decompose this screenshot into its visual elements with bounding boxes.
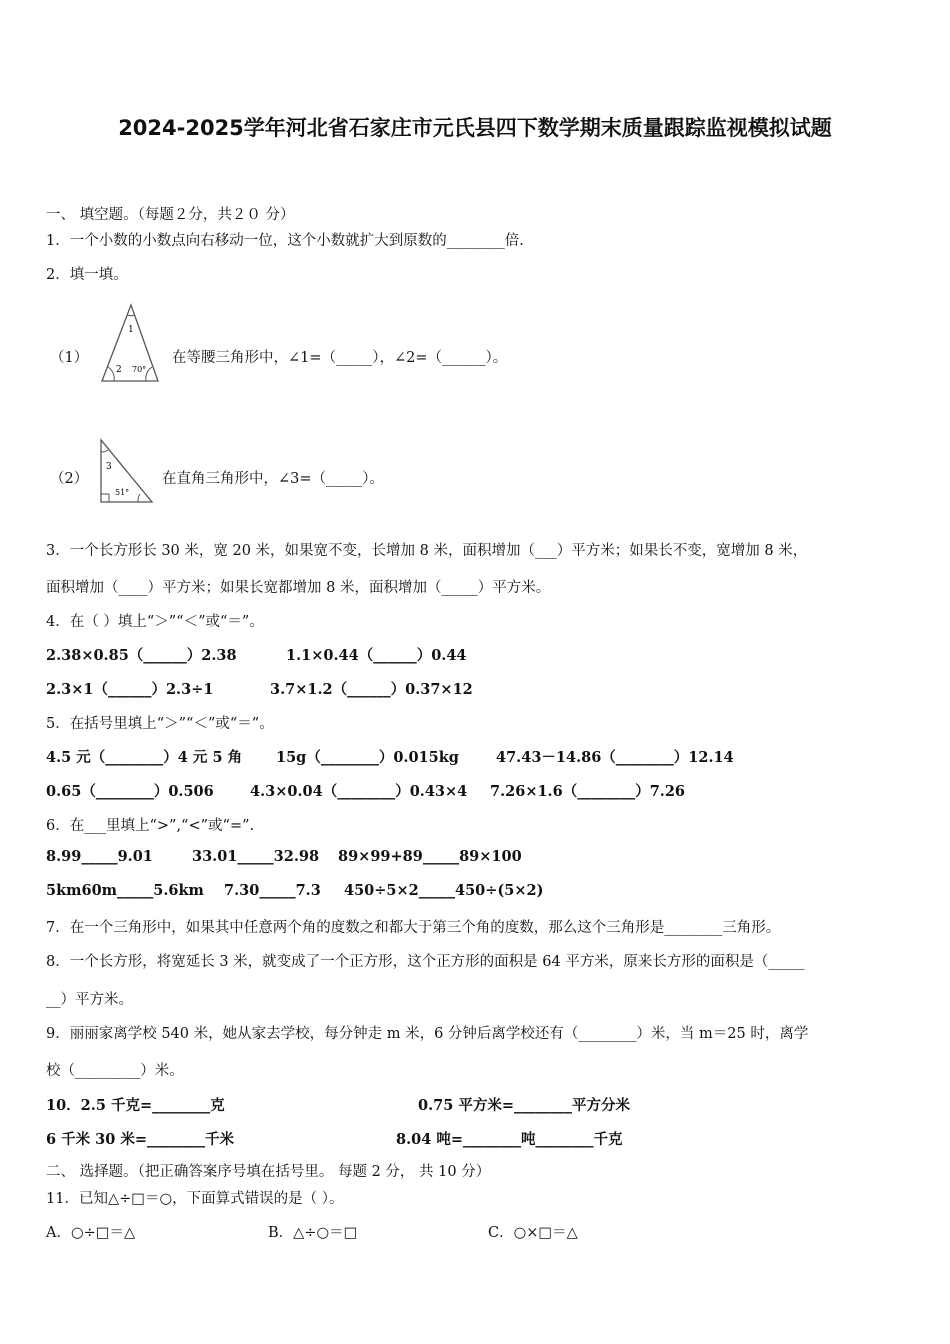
section2-heading: 二、 选择题。（把正确答案序号填在括号里。 每题 2 分， 共 10 分） [46,1164,491,1180]
question-3-line1: 3．一个长方形长 30 米，宽 20 米，如果宽不变，长增加 8 米，面积增加（___）平方米；如果长不变，宽增加 8 米， [46,543,808,559]
angle3-arc [101,450,108,452]
question-4-stem: 4．在（ ）填上“＞”“＜”或“＝”。 [46,614,264,630]
question-4-item: 2.3×1（______）2.3÷1 [46,681,214,698]
question-2-stem: 2．填一填。 [46,267,128,283]
question-2-part2-label: （2） [50,471,89,487]
question-5-item: 0.65（________）0.506 [46,783,214,800]
question-7: 7．在一个三角形中，如果其中任意两个角的度数之和都大于第三个角的度数，那么这个三角形是________三角形。 [46,920,781,936]
question-6-item: 7.30_____7.3 [224,882,321,899]
question-3-line2: 面积增加（____）平方米；如果长宽都增加 8 米，面积增加（_____）平方米。 [46,580,551,596]
question-6-stem: 6．在___里填上“>”,“<”或“=”. [46,818,255,834]
question-11-option-b: B．△÷○＝□ [268,1225,358,1241]
question-10-item: 6 千米 30 米=________千米 [46,1131,235,1148]
right-angle-mark [101,494,109,502]
question-4-item: 2.38×0.85（______）2.38 [46,647,237,664]
page-title: 2024-2025学年河北省石家庄市元氏县四下数学期末质量跟踪监视模拟试题 [118,116,832,140]
question-5-stem: 5．在括号里填上“＞”“＜”或“＝”。 [46,716,274,732]
question-8-line1: 8．一个长方形，将宽延长 3 米，就变成了一个正方形，这个正方形的面积是 64 平方米，原来长方形的面积是（_____ [46,954,805,970]
angle2-arc [108,367,114,381]
isosceles-triangle-figure [98,302,162,384]
question-9-line1: 9．丽丽家离学校 540 米，她从家去学校，每分钟走 m 米，6 分钟后离学校还有（________）米，当 m＝25 时，离学 [46,1026,809,1042]
angle-70-label: 70° [132,365,147,374]
question-4-item: 1.1×0.44（______）0.44 [286,647,467,664]
question-6-item: 5km60m_____5.6km [46,882,204,899]
question-5-item: 7.26×1.6（________）7.26 [490,783,686,800]
base-angle-arc [146,367,152,381]
angle3-label: 3 [106,462,112,472]
angle2-label: 2 [116,365,122,375]
question-2-part1-text: 在等腰三角形中，∠1=（_____），∠2=（______）。 [172,350,508,366]
question-6-item: 89×99+89_____89×100 [338,848,522,865]
angle-51-label: 51° [115,488,130,497]
question-10-item: 0.75 平方米=________平方分米 [418,1097,631,1114]
question-5-item: 4.5 元（________）4 元 5 角 [46,749,243,766]
angle-51-arc [138,494,140,502]
angle1-label: 1 [128,325,134,335]
question-1: 1．一个小数的小数点向右移动一位，这个小数就扩大到原数的________倍. [46,233,524,249]
question-2-part1-label: （1） [50,350,89,366]
question-10-item: 10．2.5 千克=________克 [46,1097,225,1114]
question-6-item: 450÷5×2_____450÷(5×2) [344,882,544,899]
question-11-option-a: A．○÷□＝△ [46,1225,136,1241]
question-6-item: 33.01_____32.98 [192,848,320,865]
question-4-item: 3.7×1.2（______）0.37×12 [270,681,473,698]
question-5-item: 47.43－14.86（________）12.14 [496,749,734,766]
angle1-arc [127,315,135,316]
question-6-item: 8.99_____9.01 [46,848,153,865]
question-9-line2: 校（_________）米。 [46,1063,184,1079]
question-5-item: 4.3×0.04（________）0.43×4 [250,783,468,800]
section1-heading: 一、 填空题。（每题２分，共２０ 分） [46,207,295,223]
question-10-item: 8.04 吨=________吨________千克 [396,1131,623,1148]
question-11-stem: 11．已知△÷□＝○，下面算式错误的是（ ）。 [46,1191,344,1207]
question-8-line2: __）平方米。 [46,992,133,1008]
right-triangle-figure [96,436,156,506]
question-2-part2-text: 在直角三角形中，∠3=（_____）。 [162,471,385,487]
question-5-item: 15g（________）0.015kg [276,749,459,766]
question-11-option-c: C．○×□＝△ [488,1225,578,1241]
